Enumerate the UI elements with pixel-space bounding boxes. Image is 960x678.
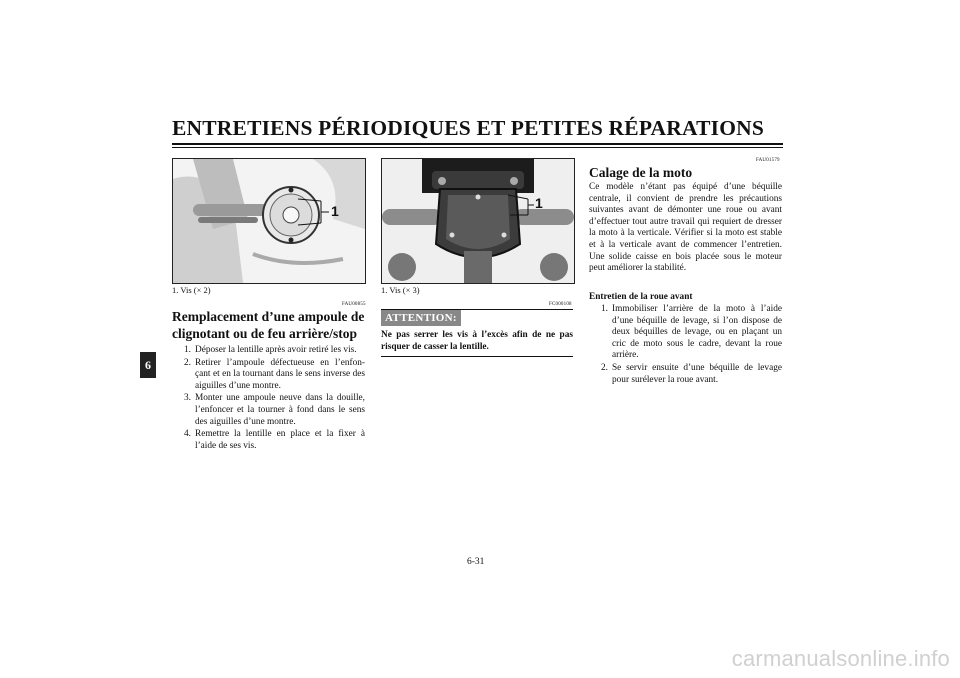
list-item: 2. Retirer l’ampoule défectueuse en l’enfon-çant et en la tournant dans le sens inverse des aiguilles d’une montre.: [184, 357, 365, 391]
photo-tail-light: [381, 158, 575, 284]
steps-list: [172, 345, 365, 453]
photo-turn-signal: [172, 158, 366, 284]
photo-callout-label: 1: [535, 195, 543, 211]
watermark: carmanualsonline.info: [731, 646, 950, 671]
subheading: Entretien de la roue avant: [589, 292, 693, 302]
header-rule-thin: [172, 147, 783, 148]
page-number: 6-31: [467, 557, 485, 567]
photo-callout-label: 1: [331, 203, 339, 219]
chapter-tab: 6: [140, 352, 156, 378]
turn-signal-illustration: [173, 159, 365, 283]
steps-list: [589, 304, 782, 387]
tail-light-illustration: [382, 159, 574, 283]
attention-rule-bottom: [381, 356, 573, 357]
header-rule: [172, 143, 783, 145]
list-item: 4. Remettre la lentille en place et la fixer à l’aide de ses vis.: [184, 429, 365, 451]
list-item: 1. Déposer la lentille après avoir retiré les vis.: [184, 345, 357, 355]
attention-text: Ne pas serrer les vis à l’excès afin de ne pas risquer de casser la lentille.: [381, 330, 573, 352]
section-code: FAU01579: [756, 158, 780, 163]
section-paragraph: Ce modèle n’étant pas équipé d’une béquille centrale, il convient de prendre les précautions suivantes avant de démonter une roue ou avant d’effectuer tout autre travail qui requiert de dresser la moto à la verticale. Vérifier si la moto est stable et à la verticale avant de commencer l’entretien. Une solide caisse en bois placée sous le moteur peut améliorer la stabilité.: [589, 182, 782, 274]
list-item: 1. Immobiliser l’arrière de la moto à l’aide d’une béquille de levage, si l’on dispose de deux béquilles de levage, ou en plaçant un cric de moto sous le cadre, devant la roue arrière.: [601, 304, 782, 361]
list-item: 3. Monter une ampoule neuve dans la douille, l’enfoncer et la tourner à fond dans le sens des aiguilles d’une montre.: [184, 393, 365, 427]
photo-caption: 1. Vis (× 3): [381, 285, 420, 295]
attention-label: ATTENTION:: [381, 310, 461, 326]
section-heading: Remplacement d’une ampoule de clignotant ou de feu arrière/stop: [172, 309, 365, 341]
section-code: FAU00855: [342, 302, 366, 307]
list-item: 2. Se servir ensuite d’une béquille de levage pour surélever la roue avant.: [601, 362, 782, 385]
warning-code: FC000108: [549, 302, 572, 307]
page-title: ENTRETIENS PÉRIODIQUES ET PETITES RÉPARATIONS: [172, 116, 765, 140]
section-heading: Calage de la moto: [589, 165, 693, 180]
photo-caption: 1. Vis (× 2): [172, 285, 211, 295]
